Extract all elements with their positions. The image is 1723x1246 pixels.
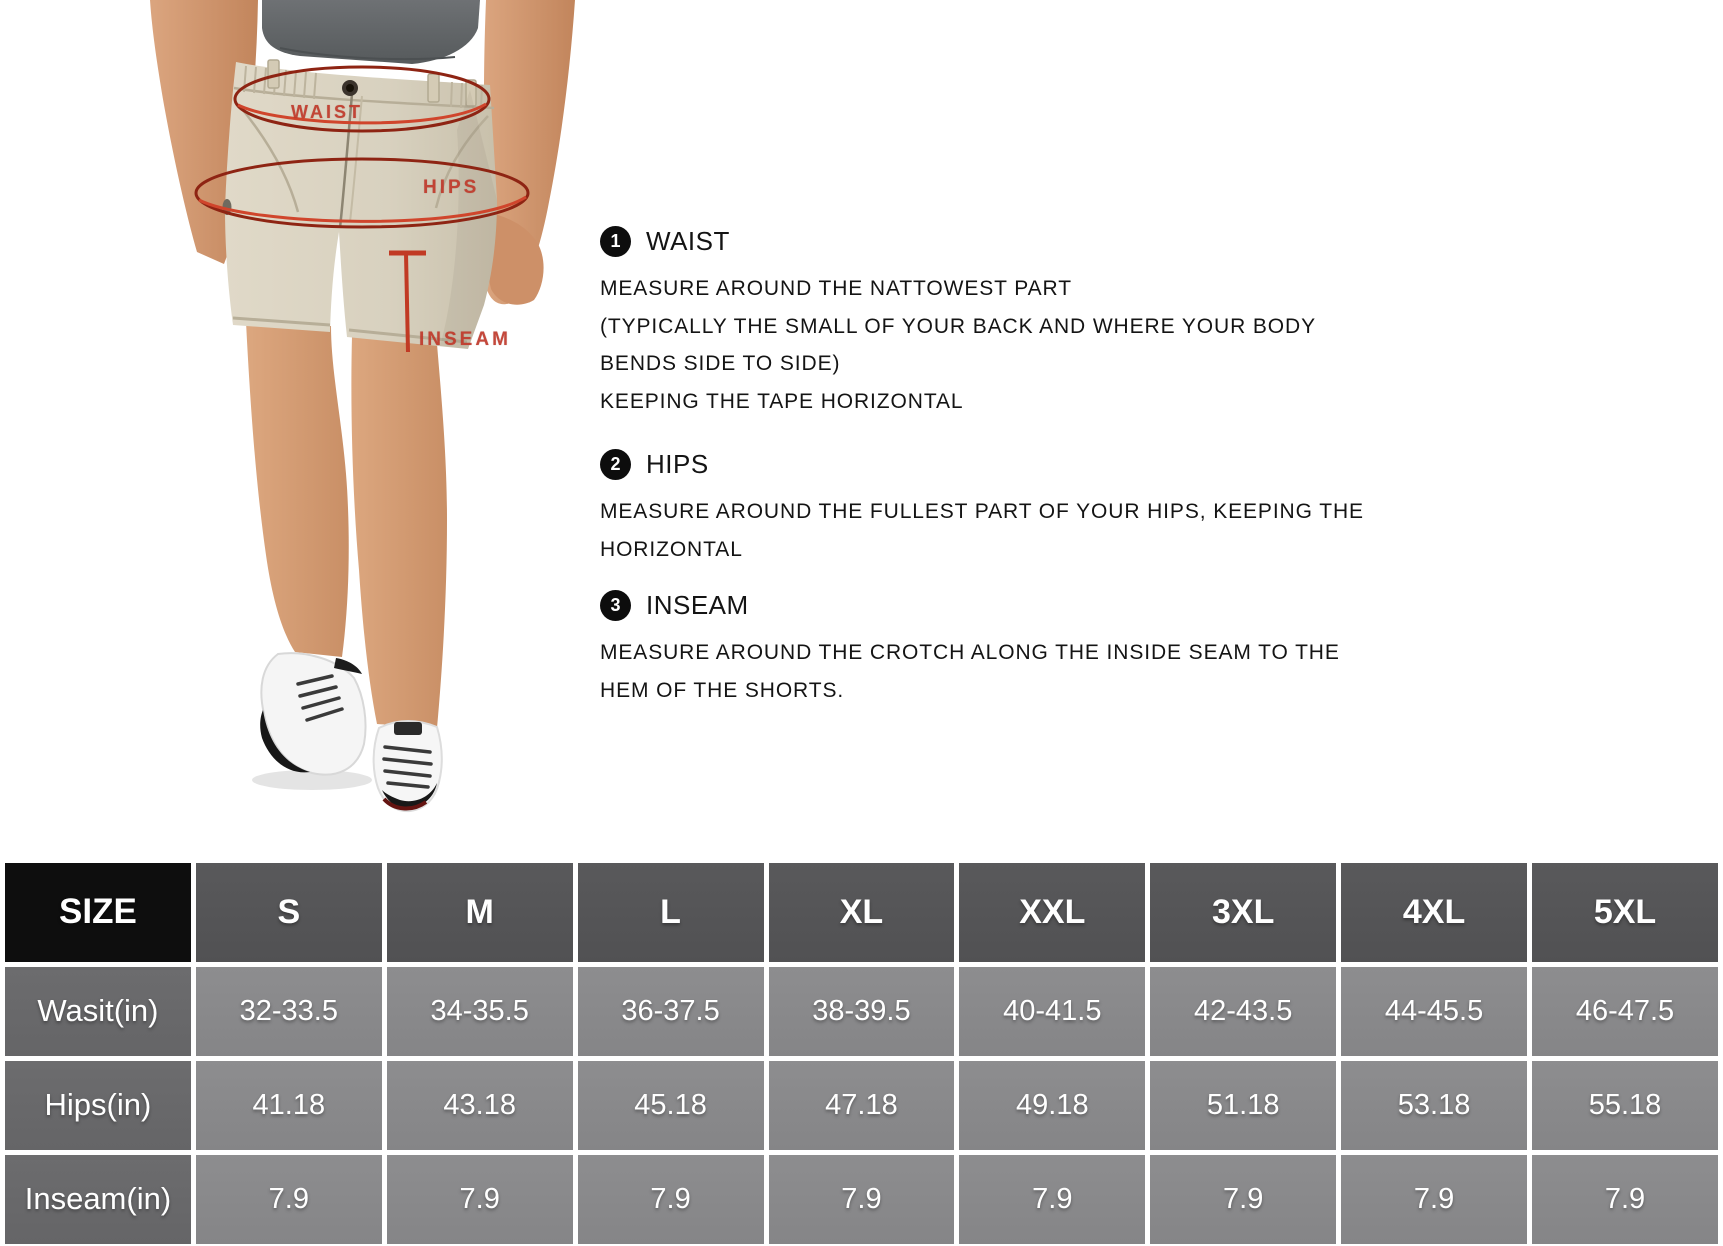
header-cell: L — [578, 863, 764, 962]
header-cell-size: SIZE — [5, 863, 191, 962]
instruction-line: HEM OF THE SHORTS. — [600, 678, 845, 702]
value-cell: 7.9 — [769, 1155, 955, 1244]
instruction-line: MEASURE AROUND THE NATTOWEST PART — [600, 277, 1072, 300]
instruction-line: MEASURE AROUND THE FULLEST PART OF YOUR HIPS, KEEPING THE — [600, 500, 1364, 523]
value-cell: 55.18 — [1532, 1061, 1718, 1150]
hips-annotation: HIPS — [423, 177, 480, 198]
header-cell: XL — [769, 863, 955, 962]
value-cell: 7.9 — [387, 1155, 573, 1244]
right-leg — [351, 336, 447, 728]
header-cell: M — [387, 863, 573, 962]
instruction-section-waist — [600, 226, 1380, 420]
waist-annotation: WAIST — [291, 102, 363, 122]
left-leg — [246, 322, 349, 657]
bullet-3-icon: 3 — [600, 590, 631, 621]
section-title: INSEAM — [646, 590, 749, 620]
instruction-line: HORIZONTAL — [600, 537, 743, 561]
row-label-cell: Wasit(in) — [5, 967, 191, 1056]
value-cell: 7.9 — [196, 1155, 382, 1244]
bullet-1-icon: 1 — [600, 226, 631, 257]
value-cell: 53.18 — [1341, 1061, 1527, 1150]
inseam-annotation: INSEAM — [419, 329, 511, 350]
table-row-inseam — [5, 1155, 1718, 1244]
shorts-button-ring — [346, 84, 354, 92]
value-cell: 42-43.5 — [1150, 967, 1336, 1056]
value-cell: 46-47.5 — [1532, 967, 1718, 1056]
value-cell: 7.9 — [959, 1155, 1145, 1244]
row-label-cell: Inseam(in) — [5, 1155, 191, 1244]
header-cell: S — [196, 863, 382, 962]
instruction-line: BENDS SIDE TO SIDE) — [600, 352, 841, 375]
value-cell: 51.18 — [1150, 1061, 1336, 1150]
value-cell: 32-33.5 — [196, 967, 382, 1056]
section-title: HIPS — [646, 449, 709, 479]
value-cell: 40-41.5 — [959, 967, 1145, 1056]
header-cell: XXL — [959, 863, 1145, 962]
model-photo — [0, 0, 600, 860]
value-cell: 44-45.5 — [1341, 967, 1527, 1056]
model-photo-illustration — [0, 0, 600, 860]
value-cell: 34-35.5 — [387, 967, 573, 1056]
bullet-2-icon: 2 — [600, 449, 631, 480]
table-row-hips — [5, 1061, 1718, 1150]
instruction-section-hips — [600, 449, 1380, 568]
instruction-section-inseam — [600, 590, 1380, 709]
value-cell: 47.18 — [769, 1061, 955, 1150]
table-header-row — [5, 863, 1718, 962]
value-cell: 7.9 — [1532, 1155, 1718, 1244]
instruction-line: (TYPICALLY THE SMALL OF YOUR BACK AND WHERE YOUR BODY — [600, 314, 1316, 338]
value-cell: 45.18 — [578, 1061, 764, 1150]
value-cell: 7.9 — [578, 1155, 764, 1244]
table-row-waist — [5, 967, 1718, 1056]
instruction-line: MEASURE AROUND THE CROTCH ALONG THE INSIDE SEAM TO THE — [600, 641, 1340, 664]
shirt — [262, 0, 480, 64]
header-cell: 4XL — [1341, 863, 1527, 962]
section-title: WAIST — [646, 226, 730, 256]
row-label-cell: Hips(in) — [5, 1061, 191, 1150]
value-cell: 36-37.5 — [578, 967, 764, 1056]
right-shoe-tab — [394, 722, 422, 735]
instruction-line: KEEPING THE TAPE HORIZONTAL — [600, 389, 964, 413]
value-cell: 7.9 — [1150, 1155, 1336, 1244]
size-chart-table — [0, 858, 1723, 1246]
value-cell: 49.18 — [959, 1061, 1145, 1150]
header-cell: 3XL — [1150, 863, 1336, 962]
value-cell: 41.18 — [196, 1061, 382, 1150]
value-cell: 38-39.5 — [769, 967, 955, 1056]
value-cell: 7.9 — [1341, 1155, 1527, 1244]
header-cell: 5XL — [1532, 863, 1718, 962]
value-cell: 43.18 — [387, 1061, 573, 1150]
